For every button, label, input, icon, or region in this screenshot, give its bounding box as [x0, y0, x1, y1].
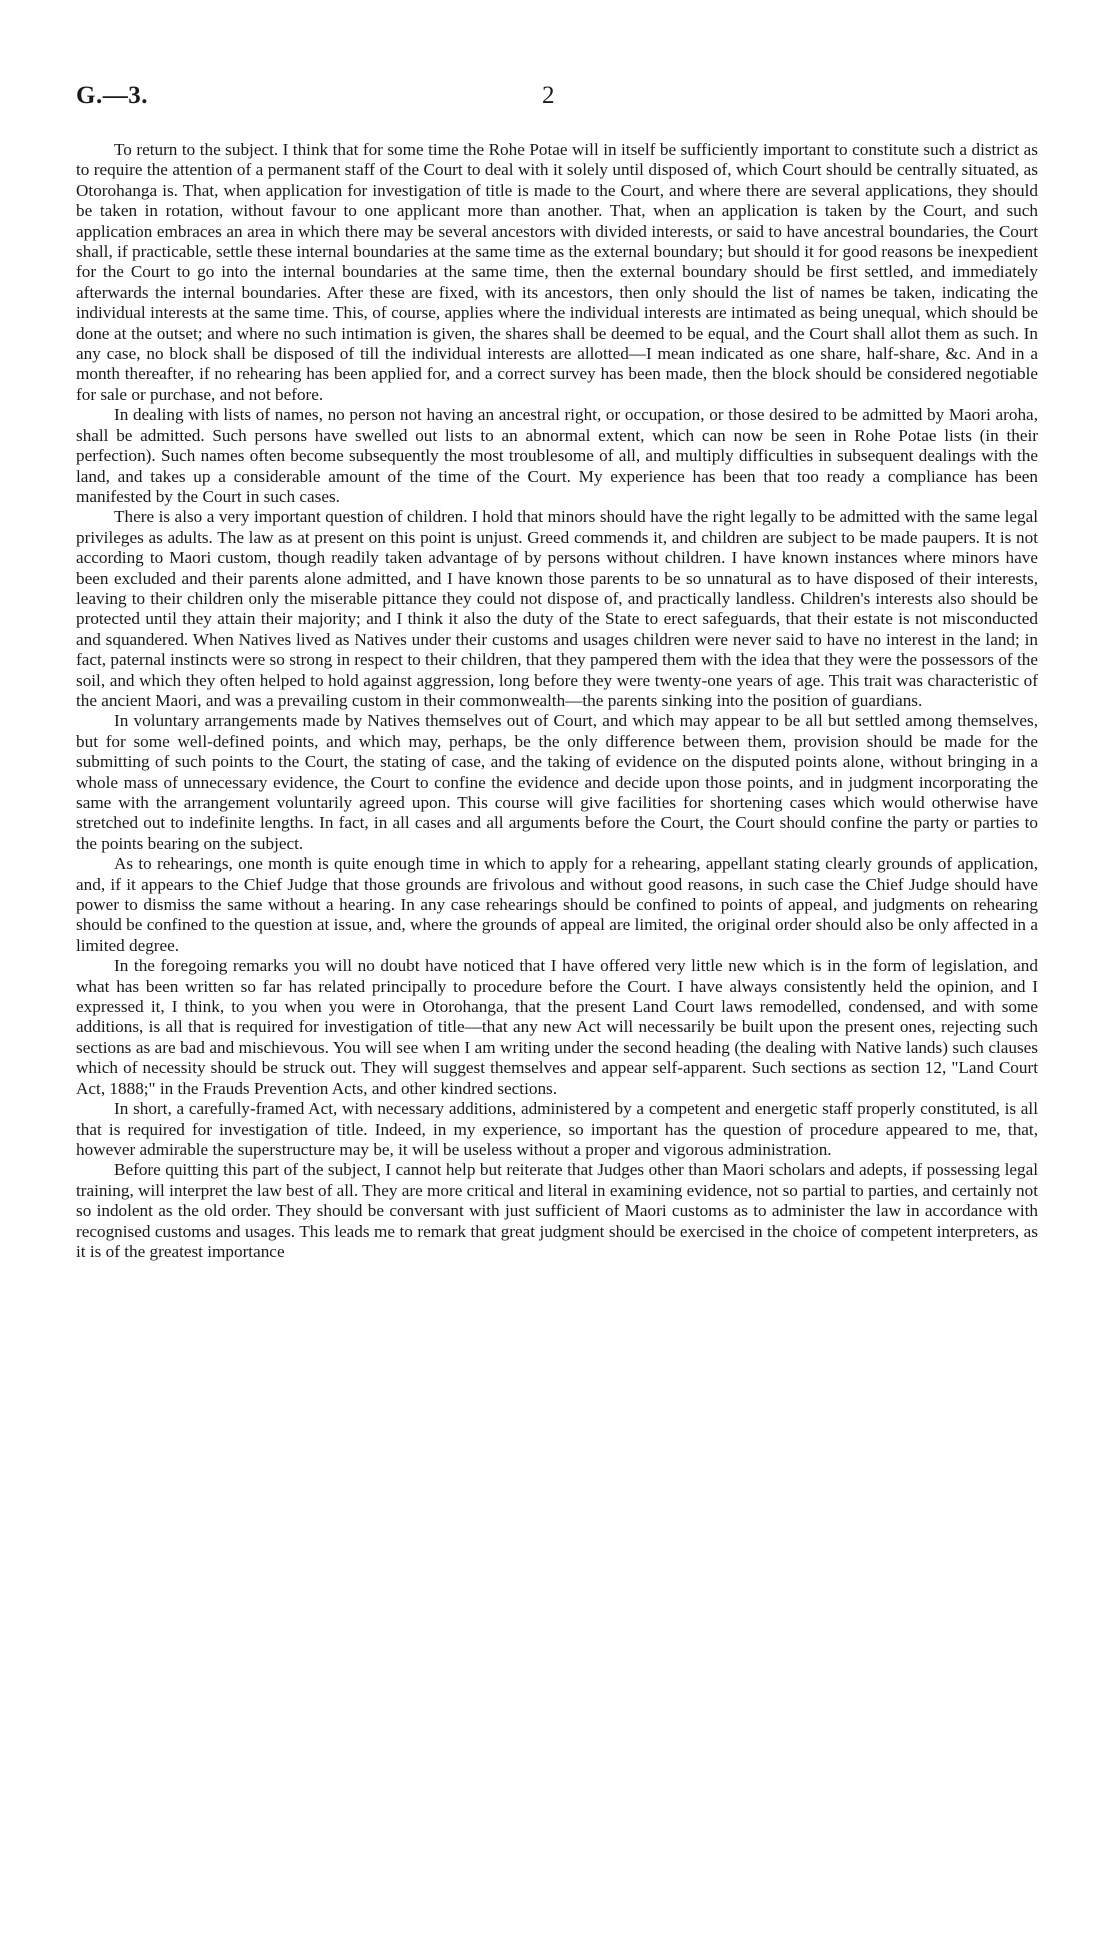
paragraph-legislation: In the foregoing remarks you will no doubt have noticed that I have offered very little new which is in the form of legislation, and what has been written so far has related principally to procedure before the Court. I have always consistently held the opinion, and I expressed it, I think, to you when you were in Otorohanga, that the present Land Court laws remodelled, condensed, and with some additions, is all that is required for investigation of title—that any new Act will necessarily be built upon the present ones, rejecting such sections as are bad and mischievous. You will see when I am writing under the second heading (the dealing with Native lands) such clauses which of necessity should be struck out. They will suggest themselves and appear self-apparent. Such sections as section 12, "Land Court Act, 1888;" in the Frauds Prevention Acts, and other kindred sections. [76, 956, 1038, 1098]
paragraph-rehearings: As to rehearings, one month is quite enough time in which to apply for a rehearing, appellant stating clearly grounds of application, and, if it appears to the Chief Judge that those grounds are frivolous and without good reasons, in such case the Chief Judge should have power to dismiss the same without a hearing. In any case rehearings should be confined to points of appeal, and judgments on rehearing should be confined to the question at issue, and, where the grounds of appeal are limited, the original order should also be only affected in a limited degree. [76, 854, 1038, 955]
document-reference: G.—3. [76, 82, 148, 109]
paragraph-carefully-framed-act: In short, a carefully-framed Act, with necessary additions, administered by a competent and energetic staff properly constituted, is all that is required for investigation of title. Indeed, in my experience, so important has the question of procedure appeared to me, that, however admirable the superstructure may be, it will be useless without a proper and vigorous administration. [76, 1099, 1038, 1159]
body-text [76, 140, 1038, 1262]
paragraph-voluntary-arrangements: In voluntary arrangements made by Natives themselves out of Court, and which may appear to be all but settled among themselves, but for some well-defined points, and which may, perhaps, be the only difference between them, provision should be made for the submitting of such points to the Court, the stating of case, and the taking of evidence on the disputed points alone, without bringing in a whole mass of unnecessary evidence, the Court to confine the evidence and decide upon those points, and in judgment incorporating the same with the arrangement voluntarily agreed upon. This course will give facilities for shortening cases which would otherwise have stretched out to indefinite lengths. In fact, in all cases and all arguments before the Court, the Court should confine the party or parties to the points bearing on the subject. [76, 711, 1038, 853]
page-header [76, 82, 1038, 116]
paragraph-lists-of-names: In dealing with lists of names, no person not having an ancestral right, or occupation, or those desired to be admitted by Maori aroha, shall be admitted. Such persons have swelled out lists to an abnormal extent, which can now be seen in Rohe Potae lists (in their perfection). Such names often become subsequently the most troublesome of all, and multiply difficulties in subsequent dealings with the land, and takes up a considerable amount of the time of the Court. My experience has been that too ready a compliance has been manifested by the Court in such cases. [76, 405, 1038, 506]
paragraph-children: There is also a very important question of children. I hold that minors should have the right legally to be admitted with the same legal privileges as adults. The law as at present on this point is unjust. Greed commends it, and children are subject to be made paupers. It is not according to Maori custom, though readily taken advantage of by persons without children. I have known instances where minors have been excluded and their parents alone admitted, and I have known those parents to be so unnatural as to have disposed of their interests, leaving to their children only the miserable pittance they could not dispose of, and practically landless. Children's interests also should be protected until they attain their majority; and I think it also the duty of the State to erect safeguards, that their estate is not misconducted and squandered. When Natives lived as Natives under their customs and usages children were never said to have no interest in the land; in fact, paternal instincts were so strong in respect to their children, that they pampered them with the idea that they were the possessors of the soil, and which they often helped to hold against aggression, long before they were twenty-one years of age. This trait was characteristic of the ancient Maori, and was a prevailing custom in their commonwealth—the parents sinking into the position of guardians. [76, 507, 1038, 710]
paragraph-rohe-potae-district: To return to the subject. I think that for some time the Rohe Potae will in itself be sufficiently important to constitute such a district as to require the attention of a permanent staff of the Court to deal with it solely until disposed of, which Court should be centrally situated, as Otorohanga is. That, when application for investigation of title is made to the Court, and where there are several applications, they should be taken in rotation, without favour to one applicant more than another. That, when an application is taken by the Court, and such application embraces an area in which there may be several ancestors with divided interests, or said to have ancestral boundaries, the Court shall, if practicable, settle these internal boundaries at the same time as the external boundary; but should it for good reasons be inexpedient for the Court to go into the internal boundaries at the same time, then the external boundary should be first settled, and immediately afterwards the internal boundaries. After these are fixed, with its ancestors, then only should the list of names be taken, indicating the individual interests at the same time. This, of course, applies where the individual interests are intimated as being unequal, which should be done at the outset; and where no such intimation is given, the shares shall be deemed to be equal, and the Court shall allot them as such. In any case, no block shall be disposed of till the individual interests are allotted—I mean indicated as one share, half-share, &c. And in a month thereafter, if no rehearing has been applied for, and a correct survey has been made, then the block should be considered negotiable for sale or purchase, and not before. [76, 140, 1038, 404]
page-number: 2 [542, 82, 555, 109]
paragraph-judges-and-interpreters: Before quitting this part of the subject, I cannot help but reiterate that Judges other than Maori scholars and adepts, if possessing legal training, will interpret the law best of all. They are more critical and literal in examining evidence, not so partial to parties, and certainly not so indolent as the old order. They should be conversant with just sufficient of Maori customs as to administer the law in accordance with recognised customs and usages. This leads me to remark that great judgment should be exercised in the choice of competent interpreters, as it is of the greatest importance [76, 1160, 1038, 1261]
